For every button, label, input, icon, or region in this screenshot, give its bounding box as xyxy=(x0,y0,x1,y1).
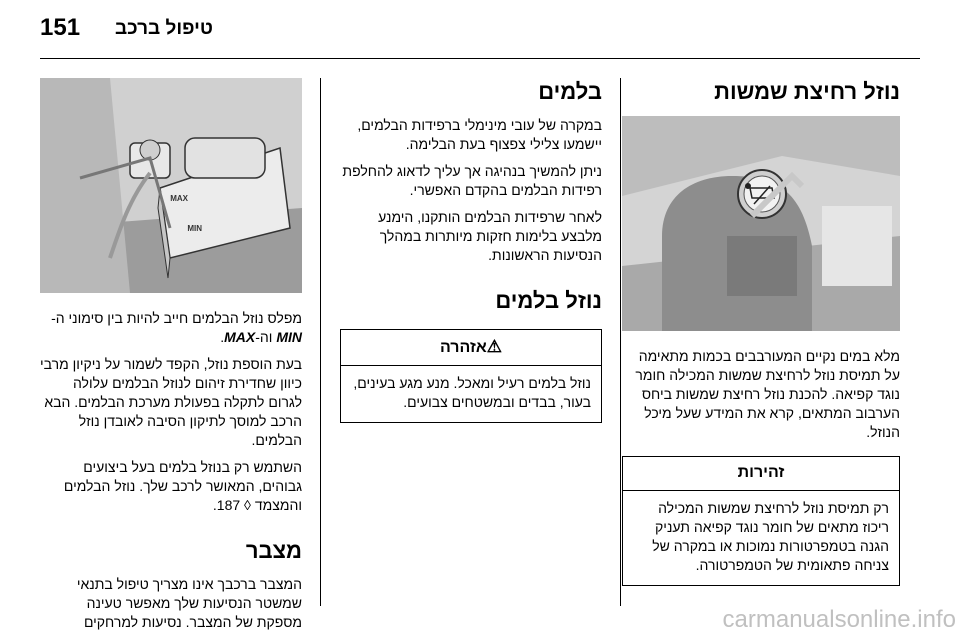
brakes-paragraph-3: לאחר שרפידות הבלמים הותקנו, הימנע מלבצע בלימות חזקות מיותרות במהלך הנסיעות הראשונות. xyxy=(378,209,602,263)
warning-text: נוזל בלמים רעיל ומאכל. מנע מגע בעינים, בעור, בבדים ובמשטחים צבועים. xyxy=(353,375,591,410)
brakes-paragraph-2: ניתן להמשיך בנהיגה אך עליך לדאוג להחלפת רפידות הבלמים בהקדם האפשרי. xyxy=(342,163,602,198)
battery-paragraph: המצבר ברכבך אינו מצריך טיפול בתנאי שמשטר הנסיעות שלך מאפשר טעינה מספקת של המצבר. נסיעות למרחקים xyxy=(76,576,302,630)
brake-level-text-a: מפלס נוזל הבלמים חייב להיות בין סימוני ה- xyxy=(51,310,302,326)
washer-reservoir-photo xyxy=(622,116,900,331)
watermark: carmanualsonline.info xyxy=(722,606,956,633)
brake-fluid-title: נוזל בלמים xyxy=(495,288,602,313)
battery-title: מצבר xyxy=(245,538,302,563)
page-reference-number: 187 xyxy=(216,497,241,513)
brake-reservoir-photo xyxy=(40,78,302,293)
brake-cleanliness-paragraph: בעת הוספת נוזל, הקפד לשמור על ניקיון מרבי כיוון שחדירת זיהום לנוזל הבלמים עלולה לגרום לתקלה בפעולת מערכת הבלמים. הבא הרכב למוסך לתיקון הסיבה לאובדן נוזל הבלמים. xyxy=(40,356,302,448)
section-header: טיפול ברכב xyxy=(115,18,213,39)
warning-heading xyxy=(341,330,601,366)
middle-column xyxy=(340,78,602,423)
brake-fluid-type-text-b: . xyxy=(212,497,217,513)
brake-level-text-b: וה- xyxy=(255,329,277,345)
warning-triangle-icon: ⚠ xyxy=(486,337,503,356)
brake-level-paragraph xyxy=(40,309,302,347)
header-rule xyxy=(40,58,920,59)
page-reference-icon: ◊ xyxy=(244,497,251,513)
brake-level-text-c: . xyxy=(220,329,225,345)
washer-fluid-title: נוזל רחיצת שמשות xyxy=(714,79,900,104)
warning-heading-label: אזהרה xyxy=(439,339,487,356)
min-label: MIN xyxy=(276,329,302,345)
caution-text: רק תמיסת נוזל לרחיצת שמשות המכילה ריכוז מתאים של חומר נוגד קפיאה תעניק הגנה בטמפרטורות נמוכות או במקרה של צניחה פתאומית של הטמפרטורה. xyxy=(652,500,889,573)
washer-fluid-paragraph: מלא במים נקיים המעורבבים בכמות מתאימה על תמיסת נוזל לרחיצת שמשות המכילה חומר נוגד קפיאה. להכנת נוזל רחיצת שמשות ביחס הערבוב המתאים, קרא את המידע שעל מיכל הנוזל. xyxy=(635,348,900,440)
column-divider-right xyxy=(620,78,621,606)
column-divider-left xyxy=(320,78,321,606)
max-label: MAX xyxy=(224,329,256,345)
warning-box xyxy=(340,329,602,423)
page-number: 151 xyxy=(40,14,81,41)
caution-box xyxy=(622,456,900,586)
left-column xyxy=(40,78,302,640)
photo-max-label: MAX xyxy=(170,194,188,203)
brakes-paragraph-1: במקרה של עובי מינימלי ברפידות הבלמים, יישמעו צלילי צפצוף בעת הבלימה. xyxy=(357,117,602,152)
brakes-title: בלמים xyxy=(538,79,602,104)
brake-fluid-type-paragraph xyxy=(40,458,302,515)
right-column xyxy=(622,78,900,586)
caution-heading: זהירות xyxy=(623,457,899,491)
brake-fluid-type-text-a: השתמש רק בנוזל בלמים בעל ביצועים גבוהים, המאושר לרכב שלך. נוזל הבלמים והמצמד xyxy=(63,459,302,513)
photo-min-label: MIN xyxy=(187,224,202,233)
